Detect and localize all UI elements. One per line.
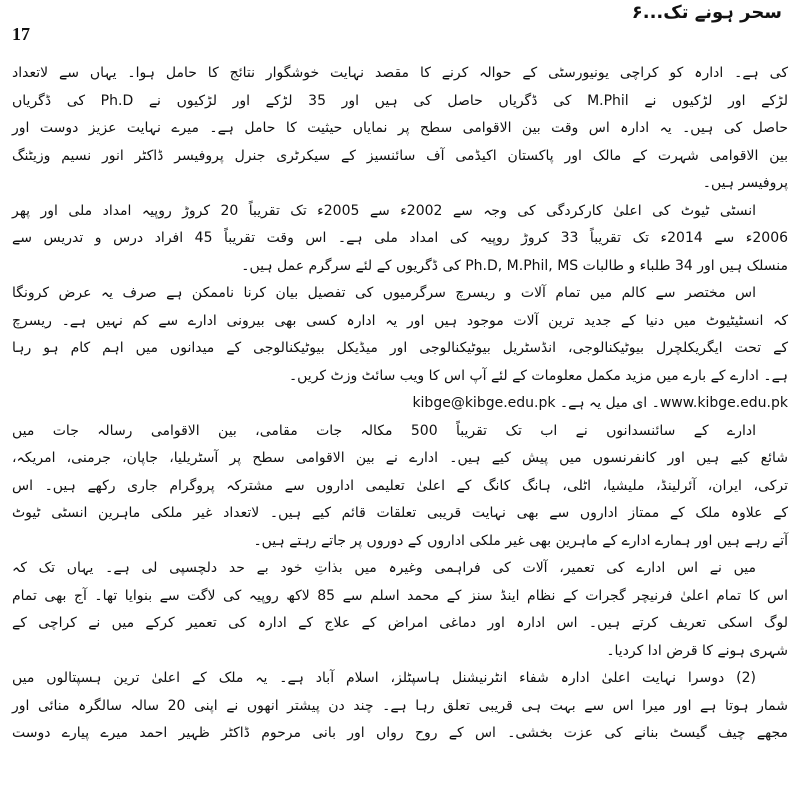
text-line: ادارے کے سائنسدانوں نے اب تک تقریباً 500 مکالہ جات مقامی، بین الاقوامی رسالہ جات میں	[12, 422, 756, 439]
text-line: ترکی، ایران، آئرلینڈ، ملیشیا، اٹلی، ہانگ کانگ کے اعلیٰ تعلیمی اداروں سے مشترکہ پروگرام جاری رکھے ہیں۔ اس	[12, 477, 788, 494]
page-number: 17	[12, 24, 30, 44]
text-line: لوگ اسکی تعریف کرتے ہیں۔ اس ادارہ اور دماغی امراض کے علاج کے ادارہ کی تعمیر کرکے میں نے کراچی کے	[12, 615, 788, 631]
text-line: شہری ہونے کا قرض ادا کردیا۔	[606, 642, 788, 659]
text-line: مجھے چیف گیسٹ بنانے کی عزت بخشی۔ اس کے روح رواں اور بانی مرحوم ڈاکٹر ظہیر احمد میرے پیارے دوست	[12, 725, 788, 741]
text-line: کی ہے۔ ادارہ کو کراچی یونیورسٹی کے حوالہ کرنے کا مقصد نہایت خوشگوار نتائج کا حامل ہوا۔ یہاں سے لاتعداد	[12, 65, 788, 81]
text-line: آتے رہے ہیں اور ہمارے ادارے کے ماہرین بھی غیر ملکی اداروں کے دوروں پر جاتے رہتے ہیں۔	[253, 532, 788, 549]
text-line: منسلک ہیں اور 34 طلباء و طالبات Ph.D, M.Phil, MS کی ڈگریوں کے لئے سرگرم عمل ہیں۔	[241, 257, 788, 274]
text-line: حاصل کی ہیں۔ یہ ادارہ اس وقت بین الاقوامی سطح پر نمایاں حیثیت کا حامل ہے۔ میرے نہایت عزیز دوست اور	[12, 120, 788, 136]
text-line: www.kibge.edu.pk۔ ای میل یہ ہے۔ kibge@kibge.edu.pk	[412, 395, 788, 411]
text-line: شمار ہوتا ہے اور میرا اس سے بہت ہی قریبی تعلق رہا ہے۔ چند دن پیشتر انھوں نے اپنی 20 سالہ سالگرہ منائی اور	[12, 697, 788, 714]
text-line: انسٹی ٹیوٹ کی اعلیٰ کارکردگی کی وجہ سے 2002ء سے 2005ء تک تقریباً 20 کروڑ روپیہ امداد ملی اور پھر	[12, 202, 757, 219]
running-header-title: سحر ہونے تک...۶	[631, 2, 782, 23]
text-line: میں نے اس ادارے کی تعمیر، آلات کی فراہمی وغیرہ میں بذاتِ خود بے حد دلچسپی لی ہے۔ یہاں تک کہ	[12, 560, 756, 576]
text-line: اس کا تمام اعلیٰ فرنیچر گجرات کے نظام اینڈ سنز کے محمد اسلم سے 85 لاکھ روپیہ کی لاگت سے بنوایا تھا۔ آج بھی تمام	[12, 587, 788, 604]
text-line: 2006ء سے 2014ء تک تقریباً 33 کروڑ روپیہ کی امداد ملی ہے۔ اس وقت تقریباً 45 افراد درس و تدریس سے	[12, 230, 789, 246]
text-line: ہے۔ ادارے کے بارے میں مزید مکمل معلومات کے لئے آپ اس کا ویب سائٹ وزٹ کریں۔	[288, 367, 788, 384]
text-line: کے تحت ایگریکلچرل بیوٹیکنالوجی، انڈسٹریل بیوٹیکنالوجی اور میڈیکل بیوٹیکنالوجی کے میدانوں میں اہم کام ہو رہا	[12, 340, 788, 356]
text-line: بین الاقوامی شہرت کے مالک اور پاکستان اکیڈمی آف سائنسیز کے سیکرٹری جنرل پروفیسر ڈاکٹر انور نسیم وزیٹنگ	[12, 147, 788, 164]
text-line: پروفیسر ہیں۔	[702, 175, 788, 191]
text-line: کے علاوہ ملک کے ممتاز اداروں سے بھی نہایت قریبی تعلقات قائم کیے ہیں۔ لاتعداد غیر ملکی ماہرین انسٹی ٹیوٹ	[12, 505, 788, 521]
text-line: کہ انسٹیٹیوٹ میں دنیا کے جدید ترین آلات موجود ہیں اور یہ ادارہ کسی بھی بیرونی ادارے سے کم نہیں ہے۔ ریسرچ	[12, 312, 788, 329]
text-line: شائع کیے ہیں اور کانفرنسوں میں پیش کیے ہیں۔ ادارے نے بین الاقوامی سطح پر آسٹریلیا، جاپان، جرمنی، امریکہ،	[12, 450, 788, 466]
text-line: لڑکے اور لڑکیوں نے M.Phil کی ڈگریاں حاصل کی ہیں اور 35 لڑکے اور لڑکیوں نے Ph.D کی ڈگریاں	[12, 92, 788, 109]
body-text	[12, 60, 788, 748]
text-line: اس مختصر سے کالم میں تمام آلات و ریسرچ سرگرمیوں کی تفصیل بیان کرنا ناممکن ہے صرف یہ عرض کرونگا	[12, 285, 756, 301]
text-line: (2) دوسرا نہایت اعلیٰ ادارہ شفاء انٹرنیشنل ہاسپٹلز، اسلام آباد ہے۔ یہ ملک کے اعلیٰ ترین ہسپتالوں میں	[12, 670, 756, 686]
